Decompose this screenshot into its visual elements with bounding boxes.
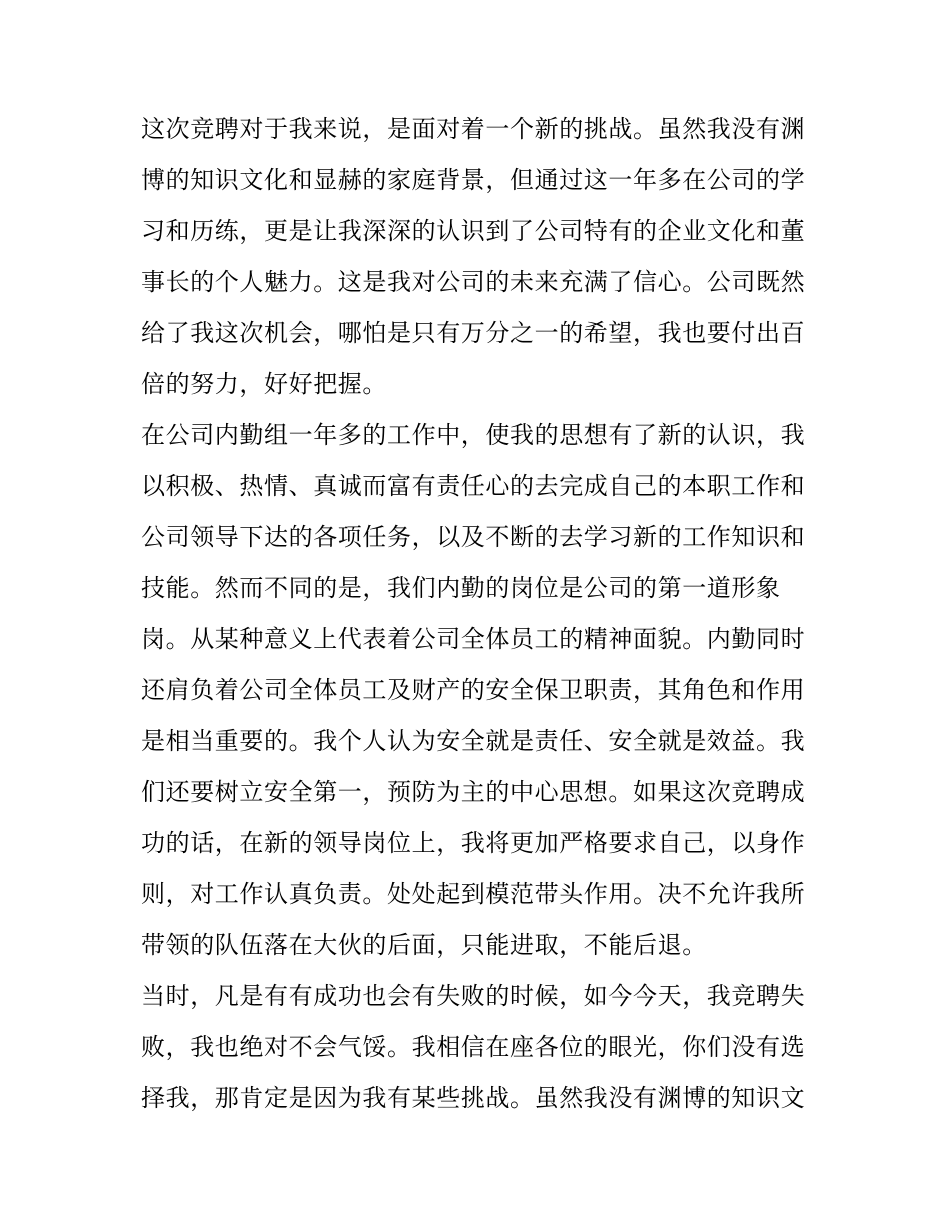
text-line: 博的知识文化和显赫的家庭背景，但通过这一年多在公司的学 [141, 166, 806, 194]
text-line: 岗。从某种意义上代表着公司全体员工的精神面貌。内勤同时 [141, 625, 806, 653]
text-line: 技能。然而不同的是，我们内勤的岗位是公司的第一道形象 [141, 574, 781, 602]
text-line: 功的话，在新的领导岗位上，我将更加严格要求自己，以身作 [141, 829, 806, 857]
text-line: 以积极、热情、真诚而富有责任心的去完成自己的本职工作和 [141, 472, 806, 500]
text-line: 倍的努力，好好把握。 [141, 370, 387, 398]
text-line: 则，对工作认真负责。处处起到模范带头作用。决不允许我所 [141, 880, 806, 908]
text-line: 事长的个人魅力。这是我对公司的未来充满了信心。公司既然 [141, 268, 806, 296]
text-line: 择我，那肯定是因为我有某些挑战。虽然我没有渊博的知识文 [141, 1084, 806, 1112]
text-line: 公司领导下达的各项任务，以及不断的去学习新的工作知识和 [141, 523, 806, 551]
text-line: 带领的队伍落在大伙的后面，只能进取，不能后退。 [141, 931, 707, 959]
text-line: 们还要树立安全第一，预防为主的中心思想。如果这次竞聘成 [141, 778, 806, 806]
text-line: 败，我也绝对不会气馁。我相信在座各位的眼光，你们没有选 [141, 1033, 806, 1061]
text-line: 习和历练，更是让我深深的认识到了公司特有的企业文化和董 [141, 217, 806, 245]
text-line: 是相当重要的。我个人认为安全就是责任、安全就是效益。我 [141, 727, 806, 755]
text-line: 当时，凡是有有成功也会有失败的时候，如今今天，我竞聘失 [141, 982, 806, 1010]
text-line: 给了我这次机会，哪怕是只有万分之一的希望，我也要付出百 [141, 319, 806, 347]
text-line: 还肩负着公司全体员工及财产的安全保卫职责，其角色和作用 [141, 676, 806, 704]
text-line: 这次竞聘对于我来说，是面对着一个新的挑战。虽然我没有渊 [141, 115, 806, 143]
text-line: 在公司内勤组一年多的工作中，使我的思想有了新的认识，我 [141, 421, 806, 449]
